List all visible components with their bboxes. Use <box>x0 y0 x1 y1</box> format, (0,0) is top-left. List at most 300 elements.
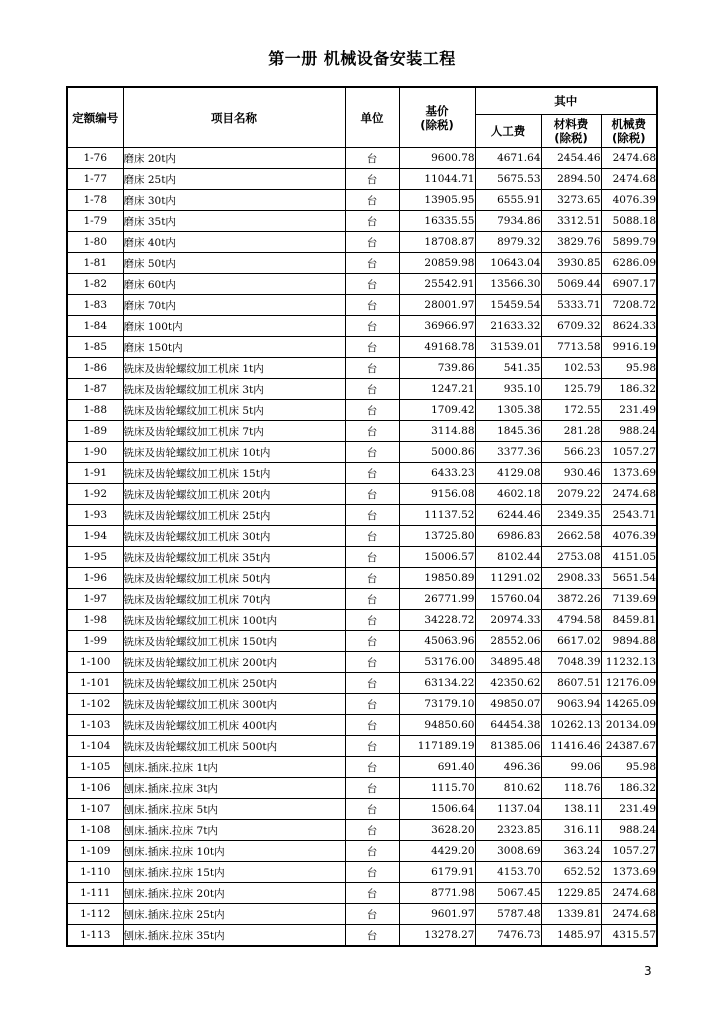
cell-code: 1-108 <box>67 820 123 841</box>
cell-base-price: 18708.87 <box>399 232 475 253</box>
table-row <box>67 862 657 883</box>
cell-machine: 988.24 <box>601 820 657 841</box>
cell-labor: 496.36 <box>475 757 541 778</box>
cell-labor: 541.35 <box>475 358 541 379</box>
cell-machine: 14265.09 <box>601 694 657 715</box>
cell-labor: 5787.48 <box>475 904 541 925</box>
cell-labor: 15459.54 <box>475 295 541 316</box>
table-row <box>67 358 657 379</box>
cell-name: 刨床.插床.拉床 15t内 <box>123 862 345 883</box>
cell-material: 172.55 <box>541 400 601 421</box>
cell-machine: 231.49 <box>601 400 657 421</box>
cell-labor: 15760.04 <box>475 589 541 610</box>
cell-material: 566.23 <box>541 442 601 463</box>
cell-unit: 台 <box>345 694 399 715</box>
cell-name: 铣床及齿轮螺纹加工机床 500t内 <box>123 736 345 757</box>
cell-unit: 台 <box>345 757 399 778</box>
cell-material: 138.11 <box>541 799 601 820</box>
cell-base-price: 13905.95 <box>399 190 475 211</box>
cell-base-price: 1247.21 <box>399 379 475 400</box>
cell-code: 1-91 <box>67 463 123 484</box>
cell-machine: 95.98 <box>601 358 657 379</box>
cell-material: 10262.13 <box>541 715 601 736</box>
cell-code: 1-104 <box>67 736 123 757</box>
cell-code: 1-83 <box>67 295 123 316</box>
cell-code: 1-101 <box>67 673 123 694</box>
table-row <box>67 232 657 253</box>
cell-name: 铣床及齿轮螺纹加工机床 50t内 <box>123 568 345 589</box>
cell-unit: 台 <box>345 379 399 400</box>
cell-unit: 台 <box>345 253 399 274</box>
cell-base-price: 9601.97 <box>399 904 475 925</box>
cell-base-price: 11137.52 <box>399 505 475 526</box>
table-row <box>67 652 657 673</box>
cell-unit: 台 <box>345 925 399 947</box>
cell-material: 99.06 <box>541 757 601 778</box>
cell-name: 铣床及齿轮螺纹加工机床 20t内 <box>123 484 345 505</box>
header-machine: 机械费 (除税) <box>601 115 657 148</box>
cell-base-price: 3628.20 <box>399 820 475 841</box>
cell-code: 1-106 <box>67 778 123 799</box>
cell-labor: 21633.32 <box>475 316 541 337</box>
cell-name: 铣床及齿轮螺纹加工机床 35t内 <box>123 547 345 568</box>
cell-code: 1-84 <box>67 316 123 337</box>
cell-base-price: 94850.60 <box>399 715 475 736</box>
cell-unit: 台 <box>345 148 399 169</box>
table-row <box>67 841 657 862</box>
cell-labor: 1137.04 <box>475 799 541 820</box>
cell-base-price: 3114.88 <box>399 421 475 442</box>
table-row <box>67 295 657 316</box>
cell-labor: 8102.44 <box>475 547 541 568</box>
cell-machine: 4151.05 <box>601 547 657 568</box>
cell-machine: 988.24 <box>601 421 657 442</box>
cell-name: 铣床及齿轮螺纹加工机床 15t内 <box>123 463 345 484</box>
cell-material: 2079.22 <box>541 484 601 505</box>
cell-material: 11416.46 <box>541 736 601 757</box>
cell-material: 5069.44 <box>541 274 601 295</box>
cell-name: 磨床 100t内 <box>123 316 345 337</box>
cell-machine: 2474.68 <box>601 484 657 505</box>
cell-code: 1-105 <box>67 757 123 778</box>
cell-unit: 台 <box>345 421 399 442</box>
cell-labor: 49850.07 <box>475 694 541 715</box>
cell-machine: 1373.69 <box>601 862 657 883</box>
cell-unit: 台 <box>345 904 399 925</box>
cell-code: 1-98 <box>67 610 123 631</box>
cell-unit: 台 <box>345 526 399 547</box>
cell-name: 刨床.插床.拉床 1t内 <box>123 757 345 778</box>
cell-base-price: 1115.70 <box>399 778 475 799</box>
cell-machine: 186.32 <box>601 778 657 799</box>
cell-labor: 8979.32 <box>475 232 541 253</box>
cell-code: 1-94 <box>67 526 123 547</box>
cell-labor: 6555.91 <box>475 190 541 211</box>
cell-unit: 台 <box>345 463 399 484</box>
table-row <box>67 484 657 505</box>
cell-name: 磨床 40t内 <box>123 232 345 253</box>
table-row <box>67 190 657 211</box>
cell-labor: 81385.06 <box>475 736 541 757</box>
cell-name: 刨床.插床.拉床 7t内 <box>123 820 345 841</box>
table-row <box>67 316 657 337</box>
cell-labor: 1845.36 <box>475 421 541 442</box>
cell-name: 铣床及齿轮螺纹加工机床 3t内 <box>123 379 345 400</box>
table-row <box>67 169 657 190</box>
cell-labor: 31539.01 <box>475 337 541 358</box>
cell-unit: 台 <box>345 883 399 904</box>
cell-labor: 13566.30 <box>475 274 541 295</box>
cell-machine: 2474.68 <box>601 904 657 925</box>
cell-code: 1-99 <box>67 631 123 652</box>
cell-unit: 台 <box>345 505 399 526</box>
cell-base-price: 9156.08 <box>399 484 475 505</box>
cell-name: 磨床 25t内 <box>123 169 345 190</box>
cell-labor: 28552.06 <box>475 631 541 652</box>
cell-code: 1-92 <box>67 484 123 505</box>
cell-labor: 4602.18 <box>475 484 541 505</box>
cell-code: 1-93 <box>67 505 123 526</box>
cell-base-price: 16335.55 <box>399 211 475 232</box>
cell-material: 5333.71 <box>541 295 601 316</box>
table-row <box>67 778 657 799</box>
cell-machine: 11232.13 <box>601 652 657 673</box>
cell-base-price: 36966.97 <box>399 316 475 337</box>
cell-base-price: 5000.86 <box>399 442 475 463</box>
cell-material: 3273.65 <box>541 190 601 211</box>
cell-labor: 5067.45 <box>475 883 541 904</box>
cell-unit: 台 <box>345 841 399 862</box>
cell-material: 3312.51 <box>541 211 601 232</box>
cell-labor: 42350.62 <box>475 673 541 694</box>
header-among: 其中 <box>475 87 657 115</box>
cell-labor: 4129.08 <box>475 463 541 484</box>
cell-name: 刨床.插床.拉床 5t内 <box>123 799 345 820</box>
table-row <box>67 337 657 358</box>
table-row <box>67 568 657 589</box>
cell-code: 1-80 <box>67 232 123 253</box>
cell-machine: 2474.68 <box>601 169 657 190</box>
cell-base-price: 4429.20 <box>399 841 475 862</box>
cell-labor: 7476.73 <box>475 925 541 947</box>
cell-code: 1-113 <box>67 925 123 947</box>
cell-material: 118.76 <box>541 778 601 799</box>
cell-name: 铣床及齿轮螺纹加工机床 5t内 <box>123 400 345 421</box>
table-row <box>67 820 657 841</box>
cell-labor: 11291.02 <box>475 568 541 589</box>
cell-material: 3872.26 <box>541 589 601 610</box>
cell-machine: 24387.67 <box>601 736 657 757</box>
header-base-price: 基价 (除税) <box>399 87 475 148</box>
cell-material: 8607.51 <box>541 673 601 694</box>
page-number: 3 <box>644 964 652 978</box>
table-row <box>67 610 657 631</box>
cell-material: 316.11 <box>541 820 601 841</box>
cell-machine: 1373.69 <box>601 463 657 484</box>
cell-unit: 台 <box>345 631 399 652</box>
table-row <box>67 757 657 778</box>
cell-material: 363.24 <box>541 841 601 862</box>
cell-base-price: 73179.10 <box>399 694 475 715</box>
cell-code: 1-112 <box>67 904 123 925</box>
cell-unit: 台 <box>345 232 399 253</box>
cell-machine: 6286.09 <box>601 253 657 274</box>
cell-base-price: 6179.91 <box>399 862 475 883</box>
cell-material: 2454.46 <box>541 148 601 169</box>
cell-unit: 台 <box>345 211 399 232</box>
cell-name: 铣床及齿轮螺纹加工机床 300t内 <box>123 694 345 715</box>
cell-base-price: 13278.27 <box>399 925 475 947</box>
table-row <box>67 589 657 610</box>
cell-base-price: 6433.23 <box>399 463 475 484</box>
cell-unit: 台 <box>345 568 399 589</box>
cell-code: 1-88 <box>67 400 123 421</box>
cell-machine: 6907.17 <box>601 274 657 295</box>
table-row <box>67 379 657 400</box>
cell-labor: 810.62 <box>475 778 541 799</box>
table-row <box>67 463 657 484</box>
cell-name: 刨床.插床.拉床 3t内 <box>123 778 345 799</box>
cell-base-price: 34228.72 <box>399 610 475 631</box>
table-row <box>67 421 657 442</box>
cell-material: 652.52 <box>541 862 601 883</box>
cell-unit: 台 <box>345 358 399 379</box>
table-row <box>67 442 657 463</box>
cell-base-price: 28001.97 <box>399 295 475 316</box>
table-row <box>67 631 657 652</box>
cell-code: 1-89 <box>67 421 123 442</box>
cell-unit: 台 <box>345 820 399 841</box>
page-title: 第一册 机械设备安装工程 <box>268 49 456 68</box>
cell-machine: 9916.19 <box>601 337 657 358</box>
cell-code: 1-78 <box>67 190 123 211</box>
cell-unit: 台 <box>345 547 399 568</box>
cell-machine: 9894.88 <box>601 631 657 652</box>
cell-labor: 935.10 <box>475 379 541 400</box>
table-row <box>67 694 657 715</box>
cell-unit: 台 <box>345 610 399 631</box>
cell-code: 1-81 <box>67 253 123 274</box>
cell-unit: 台 <box>345 484 399 505</box>
table-row <box>67 925 657 947</box>
cell-code: 1-79 <box>67 211 123 232</box>
cell-unit: 台 <box>345 295 399 316</box>
cell-material: 281.28 <box>541 421 601 442</box>
table-row <box>67 799 657 820</box>
cell-name: 磨床 150t内 <box>123 337 345 358</box>
cell-unit: 台 <box>345 400 399 421</box>
cell-labor: 6244.46 <box>475 505 541 526</box>
cell-labor: 6986.83 <box>475 526 541 547</box>
cell-name: 铣床及齿轮螺纹加工机床 200t内 <box>123 652 345 673</box>
cell-labor: 2323.85 <box>475 820 541 841</box>
table-row <box>67 883 657 904</box>
cell-base-price: 26771.99 <box>399 589 475 610</box>
cell-name: 磨床 35t内 <box>123 211 345 232</box>
cell-code: 1-86 <box>67 358 123 379</box>
cell-code: 1-90 <box>67 442 123 463</box>
cell-name: 磨床 30t内 <box>123 190 345 211</box>
quota-table <box>66 86 658 947</box>
cell-name: 刨床.插床.拉床 20t内 <box>123 883 345 904</box>
cell-name: 铣床及齿轮螺纹加工机床 10t内 <box>123 442 345 463</box>
cell-unit: 台 <box>345 316 399 337</box>
cell-name: 铣床及齿轮螺纹加工机床 150t内 <box>123 631 345 652</box>
cell-material: 7713.58 <box>541 337 601 358</box>
cell-unit: 台 <box>345 715 399 736</box>
cell-material: 9063.94 <box>541 694 601 715</box>
cell-name: 磨床 60t内 <box>123 274 345 295</box>
cell-machine: 8459.81 <box>601 610 657 631</box>
cell-material: 125.79 <box>541 379 601 400</box>
cell-code: 1-82 <box>67 274 123 295</box>
table-row <box>67 673 657 694</box>
table-row <box>67 253 657 274</box>
cell-unit: 台 <box>345 778 399 799</box>
cell-code: 1-109 <box>67 841 123 862</box>
cell-machine: 5899.79 <box>601 232 657 253</box>
cell-code: 1-85 <box>67 337 123 358</box>
cell-code: 1-103 <box>67 715 123 736</box>
cell-name: 铣床及齿轮螺纹加工机床 70t内 <box>123 589 345 610</box>
cell-machine: 4076.39 <box>601 190 657 211</box>
cell-base-price: 53176.00 <box>399 652 475 673</box>
cell-name: 铣床及齿轮螺纹加工机床 100t内 <box>123 610 345 631</box>
table-row <box>67 505 657 526</box>
cell-base-price: 11044.71 <box>399 169 475 190</box>
cell-name: 铣床及齿轮螺纹加工机床 250t内 <box>123 673 345 694</box>
cell-machine: 95.98 <box>601 757 657 778</box>
cell-material: 6617.02 <box>541 631 601 652</box>
cell-material: 930.46 <box>541 463 601 484</box>
table-body <box>67 148 657 947</box>
cell-base-price: 1506.64 <box>399 799 475 820</box>
cell-base-price: 13725.80 <box>399 526 475 547</box>
cell-base-price: 20859.98 <box>399 253 475 274</box>
cell-base-price: 117189.19 <box>399 736 475 757</box>
cell-material: 3829.76 <box>541 232 601 253</box>
cell-code: 1-87 <box>67 379 123 400</box>
cell-labor: 4153.70 <box>475 862 541 883</box>
header-row-top <box>67 87 657 115</box>
table-row <box>67 526 657 547</box>
cell-material: 1229.85 <box>541 883 601 904</box>
cell-machine: 4315.57 <box>601 925 657 947</box>
cell-machine: 7208.72 <box>601 295 657 316</box>
cell-code: 1-111 <box>67 883 123 904</box>
cell-machine: 2474.68 <box>601 148 657 169</box>
cell-code: 1-95 <box>67 547 123 568</box>
cell-base-price: 15006.57 <box>399 547 475 568</box>
cell-name: 刨床.插床.拉床 10t内 <box>123 841 345 862</box>
table-row <box>67 736 657 757</box>
cell-name: 铣床及齿轮螺纹加工机床 7t内 <box>123 421 345 442</box>
cell-base-price: 63134.22 <box>399 673 475 694</box>
cell-unit: 台 <box>345 169 399 190</box>
cell-machine: 8624.33 <box>601 316 657 337</box>
cell-base-price: 8771.98 <box>399 883 475 904</box>
cell-base-price: 19850.89 <box>399 568 475 589</box>
cell-base-price: 49168.78 <box>399 337 475 358</box>
cell-machine: 4076.39 <box>601 526 657 547</box>
cell-machine: 186.32 <box>601 379 657 400</box>
cell-labor: 4671.64 <box>475 148 541 169</box>
cell-machine: 5651.54 <box>601 568 657 589</box>
cell-unit: 台 <box>345 274 399 295</box>
cell-labor: 64454.38 <box>475 715 541 736</box>
header-code: 定额编号 <box>67 87 123 148</box>
cell-material: 2753.08 <box>541 547 601 568</box>
cell-unit: 台 <box>345 862 399 883</box>
cell-labor: 20974.33 <box>475 610 541 631</box>
cell-machine: 1057.27 <box>601 442 657 463</box>
cell-labor: 34895.48 <box>475 652 541 673</box>
cell-unit: 台 <box>345 736 399 757</box>
cell-machine: 7139.69 <box>601 589 657 610</box>
cell-material: 2908.33 <box>541 568 601 589</box>
cell-material: 6709.32 <box>541 316 601 337</box>
cell-code: 1-76 <box>67 148 123 169</box>
cell-name: 磨床 20t内 <box>123 148 345 169</box>
cell-machine: 20134.09 <box>601 715 657 736</box>
cell-name: 铣床及齿轮螺纹加工机床 1t内 <box>123 358 345 379</box>
cell-material: 1485.97 <box>541 925 601 947</box>
cell-name: 铣床及齿轮螺纹加工机床 30t内 <box>123 526 345 547</box>
cell-material: 2894.50 <box>541 169 601 190</box>
cell-labor: 10643.04 <box>475 253 541 274</box>
table-row <box>67 904 657 925</box>
cell-unit: 台 <box>345 337 399 358</box>
cell-code: 1-77 <box>67 169 123 190</box>
cell-machine: 2474.68 <box>601 883 657 904</box>
cell-labor: 1305.38 <box>475 400 541 421</box>
table-row <box>67 148 657 169</box>
cell-name: 铣床及齿轮螺纹加工机床 400t内 <box>123 715 345 736</box>
cell-name: 磨床 50t内 <box>123 253 345 274</box>
cell-material: 102.53 <box>541 358 601 379</box>
cell-material: 2349.35 <box>541 505 601 526</box>
cell-material: 2662.58 <box>541 526 601 547</box>
cell-material: 1339.81 <box>541 904 601 925</box>
cell-labor: 7934.86 <box>475 211 541 232</box>
cell-machine: 5088.18 <box>601 211 657 232</box>
table-row <box>67 400 657 421</box>
cell-material: 7048.39 <box>541 652 601 673</box>
cell-unit: 台 <box>345 652 399 673</box>
cell-name: 刨床.插床.拉床 25t内 <box>123 904 345 925</box>
header-unit: 单位 <box>345 87 399 148</box>
cell-name: 磨床 70t内 <box>123 295 345 316</box>
cell-machine: 1057.27 <box>601 841 657 862</box>
cell-base-price: 691.40 <box>399 757 475 778</box>
cell-base-price: 1709.42 <box>399 400 475 421</box>
cell-name: 铣床及齿轮螺纹加工机床 25t内 <box>123 505 345 526</box>
cell-name: 刨床.插床.拉床 35t内 <box>123 925 345 947</box>
cell-code: 1-110 <box>67 862 123 883</box>
cell-machine: 231.49 <box>601 799 657 820</box>
cell-base-price: 25542.91 <box>399 274 475 295</box>
header-labor: 人工费 <box>475 115 541 148</box>
cell-unit: 台 <box>345 190 399 211</box>
cell-code: 1-96 <box>67 568 123 589</box>
cell-material: 4794.58 <box>541 610 601 631</box>
cell-labor: 5675.53 <box>475 169 541 190</box>
cell-unit: 台 <box>345 673 399 694</box>
cell-code: 1-107 <box>67 799 123 820</box>
cell-labor: 3377.36 <box>475 442 541 463</box>
cell-base-price: 739.86 <box>399 358 475 379</box>
cell-unit: 台 <box>345 799 399 820</box>
